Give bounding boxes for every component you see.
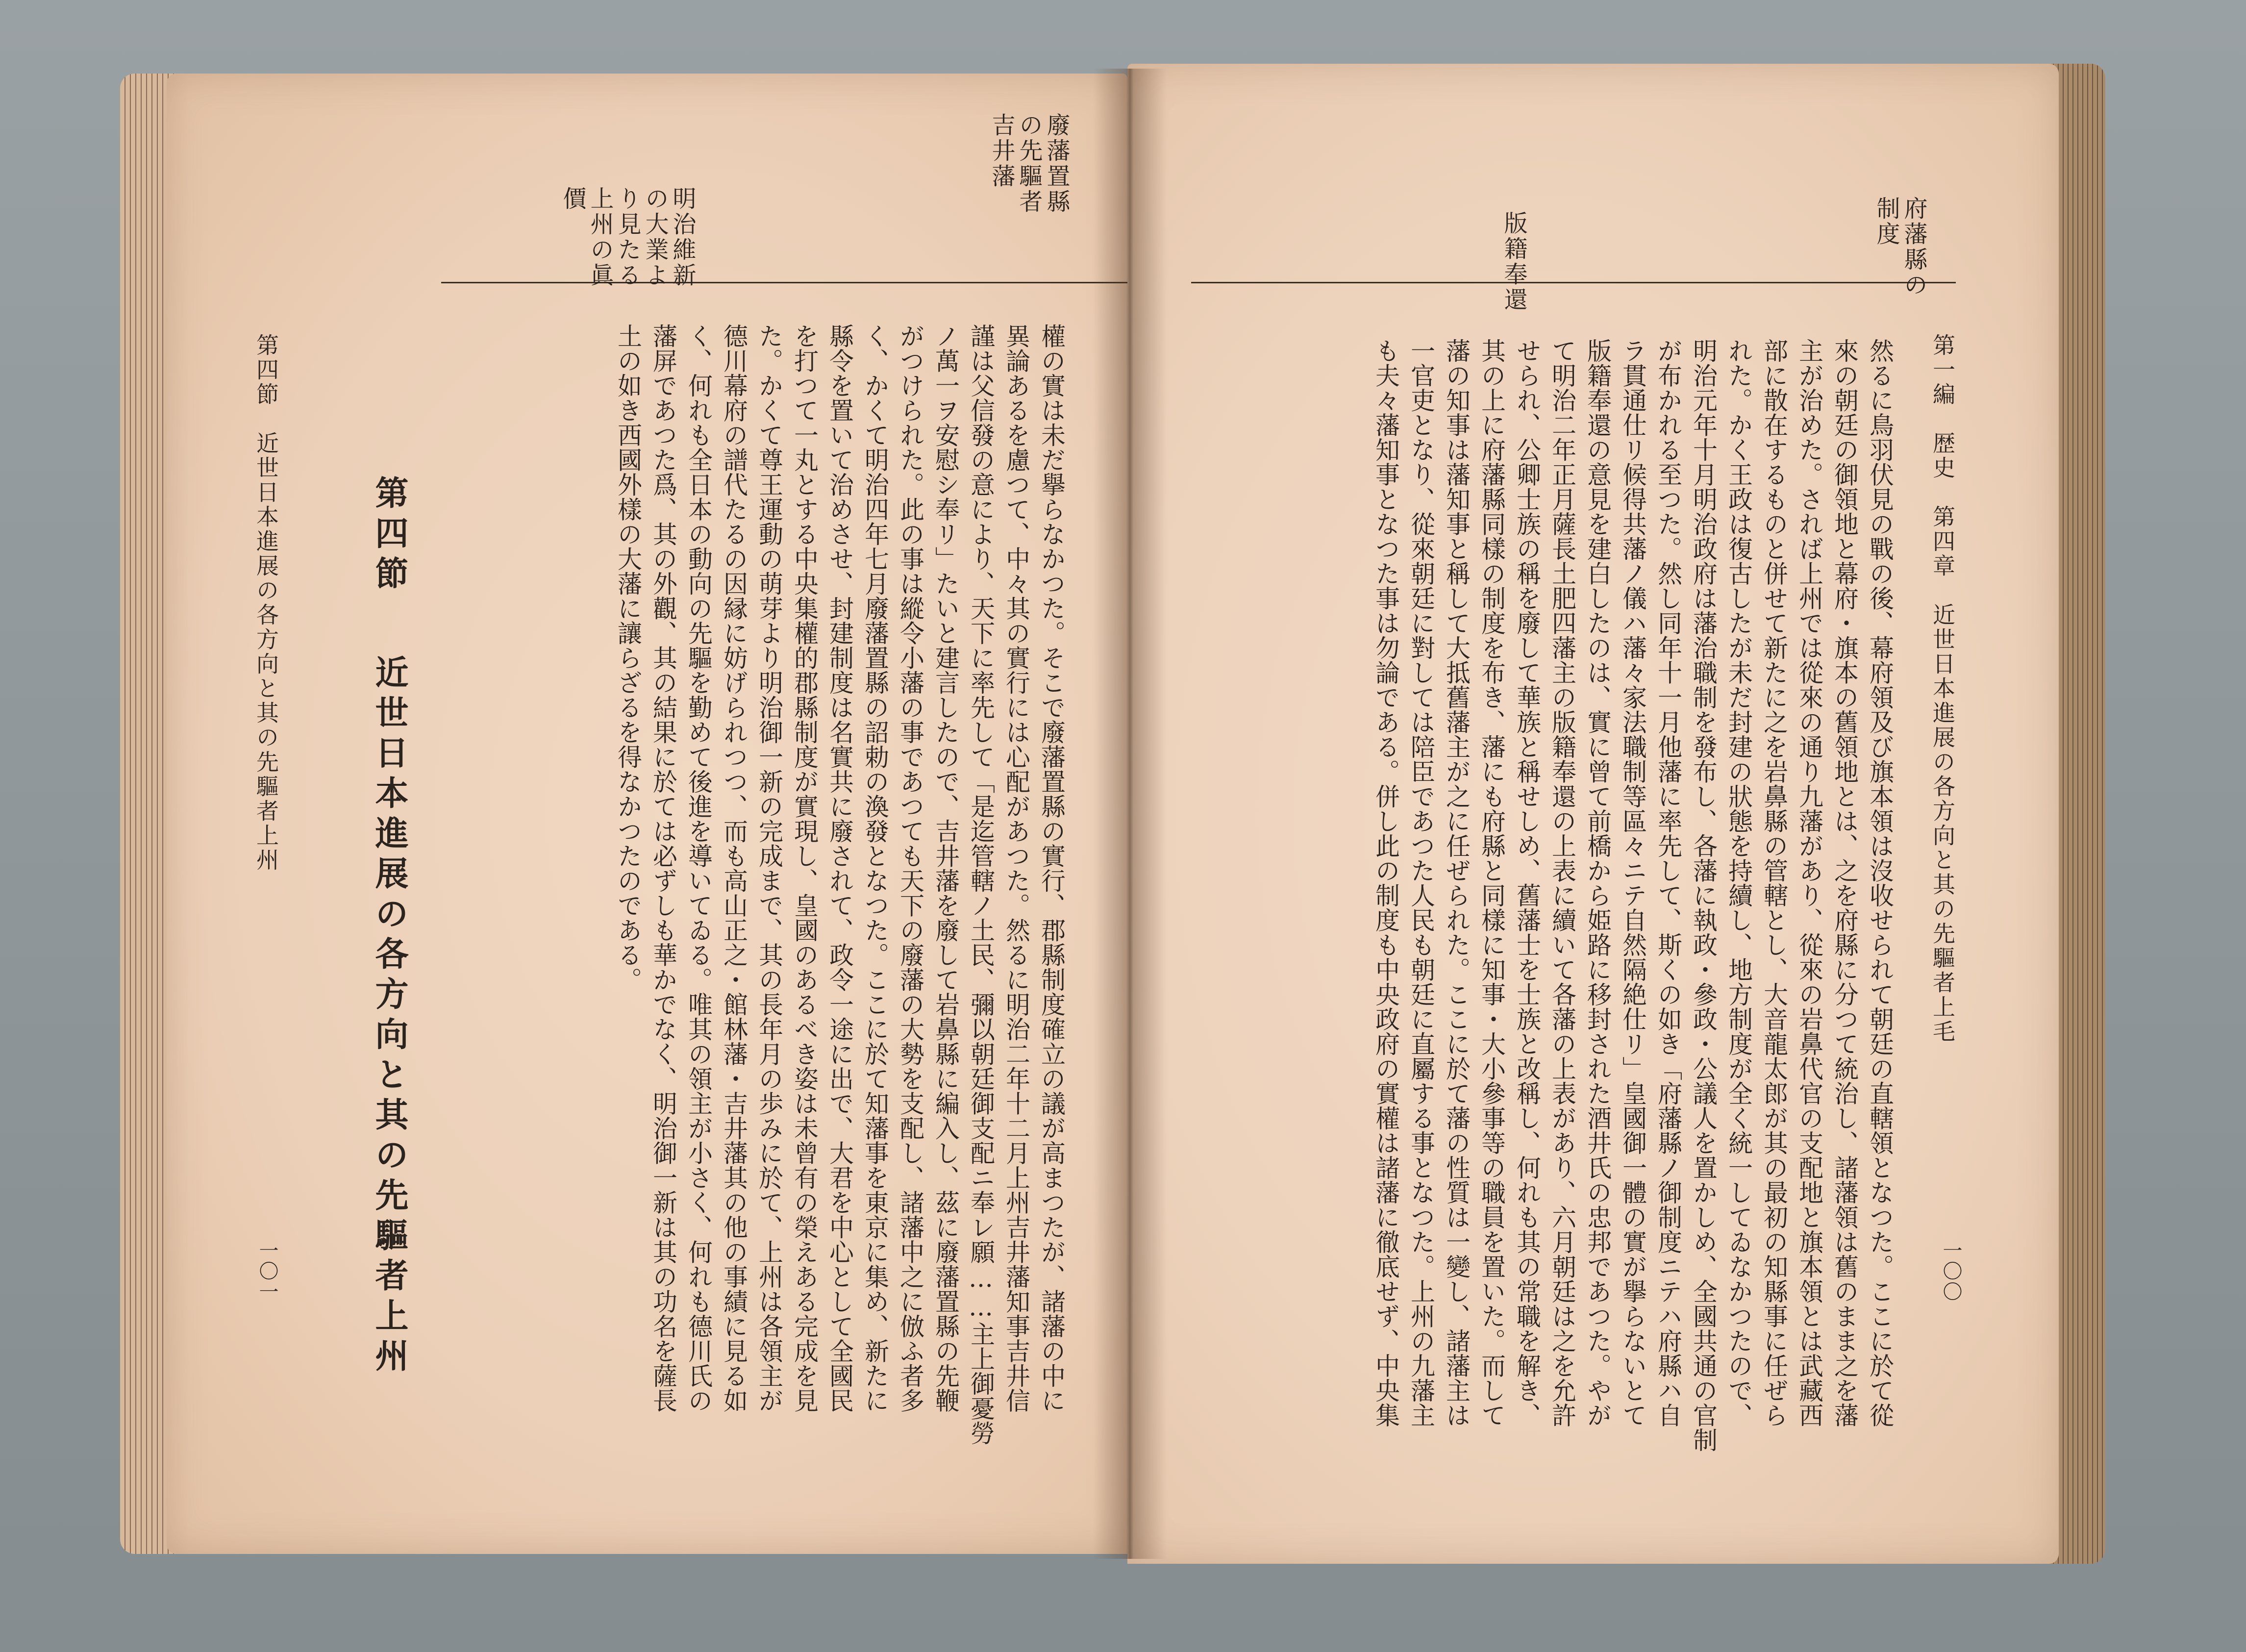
right-page-number: 一〇〇 bbox=[1940, 1240, 1962, 1302]
left-side-note-1: 廢藩置縣 の先驅者 吉井藩 bbox=[988, 113, 1070, 215]
right-col-8: ラ貫通仕リ候得共藩ノ儀ハ藩々家法職制等區々ニテ自然隔絶仕リ」皇國御一體の實が擧らないとて bbox=[1619, 338, 1647, 1427]
right-col-5: れた。かく王政は復古したが未だ封建の狀態を持續し、地方制度が全く統一してゐなかつたので、 bbox=[1724, 338, 1753, 1427]
left-col-8: を打つて一丸とする中央集權的郡縣制度が實現し、皇國のあるべき姿は未曾有の榮えある完成を見 bbox=[790, 324, 819, 1413]
right-col-4: 部に散在するものと併せて新たに之を岩鼻縣の管轄とし、大音龍太郎が其の最初の知縣事に任ぜら bbox=[1760, 338, 1788, 1427]
right-col-12: 其の上に府藩縣同樣の制度を布き、藩にも府縣と同樣に知事・大小參事等の職員を置いた。而して bbox=[1477, 338, 1506, 1427]
right-col-11: せられ、公卿士族の稱を廢して華族と稱せしめ、舊藩士を士族と改稱し、何れも其の常職を解き、 bbox=[1513, 338, 1541, 1427]
right-col-13: 藩の知事は藩知事と稱して大抵舊藩主が之に任ぜられた。ここに於て藩の性質は一變し、諸藩主は bbox=[1442, 338, 1471, 1427]
right-col-2: 來の朝廷の御領地と幕府・旗本の舊領地とは、之を府縣に分つて統治し、諸藩領は舊のまま之を藩 bbox=[1830, 338, 1859, 1427]
right-side-note-1: 府藩縣の 制度 bbox=[1872, 196, 1927, 298]
section-heading bbox=[370, 476, 409, 1378]
right-col-9: 版籍奉還の意見を建白したのは、實に曾て前橋から姫路に移封された酒井氏の忠邦であつた。やが bbox=[1583, 338, 1612, 1427]
left-col-3: 謹は父信發の意により、天下に率先して「是迄管轄ノ土民、彌以朝廷御支配ニ奉レ願……主上御憂勞 bbox=[967, 324, 995, 1446]
left-col-6: く、かくて明治四年七月廢藩置縣の詔勅の渙發となつた。ここに於て知藩事を東京に集め、新たに bbox=[861, 324, 889, 1413]
section-number: 第四節 bbox=[370, 476, 409, 596]
left-side-note-2: 明治維新 の大業よ り見たる 上州の眞 價 bbox=[559, 186, 696, 288]
right-running-head: 第一編 歴史 第四章 近世日本進展の各方向と其の先驅者上毛 bbox=[1929, 333, 1956, 1044]
right-col-1: 然るに鳥羽伏見の戰の後、幕府領及び旗本領は沒收せられて朝廷の直轄領となつた。ここに於て從 bbox=[1866, 338, 1894, 1427]
right-col-6: 明治元年十月明治政府は藩治職制を發布し、各藩に執政・參政・公議人を置かしめ、全國共通の官制 bbox=[1689, 338, 1718, 1452]
left-col-13: 土の如き西國外樣の大藩に讓らざるを得なかつたのである。 bbox=[614, 324, 642, 992]
left-col-5: がつけられた。此の事は縱令小藩の事であつても天下の廢藩の大勢を支配し、諸藩中之に倣ふ者多 bbox=[896, 324, 924, 1413]
right-col-15: も夫々藩知事となつた事は勿論である。併し此の制度も中央政府の實權は諸藩に徹底せず、中央集 bbox=[1372, 338, 1400, 1427]
left-page bbox=[167, 74, 1127, 1554]
left-col-12: 藩屏であつた爲、其の外觀、其の結果に於ては必ずしも華かでなく、明治御一新は其の功名を薩長 bbox=[649, 324, 677, 1413]
left-col-10: 德川幕府の譜代たるの因縁に妨げられつつ、而も高山正之・館林藩・吉井藩其の他の事績に見る如 bbox=[720, 324, 748, 1413]
left-col-11: く、何れも全日本の動向の先驅を勤めて後進を導いてゐる。唯其の領主が小さく、何れも德川氏の bbox=[684, 324, 713, 1413]
left-col-9: た。かくて尊王運動の萌芽より明治御一新の完成まで、其の長年月の歩みに於て、上州は各領主が bbox=[755, 324, 783, 1413]
right-header-rule bbox=[1191, 282, 1956, 283]
right-col-14: 一官吏となり、從來朝廷に對しては陪臣であつた人民も朝廷に直屬する事となつた。上州の九藩主 bbox=[1407, 338, 1435, 1427]
right-side-note-2: 版籍奉還 bbox=[1500, 211, 1527, 313]
right-col-7: が布かれる至つた。然し同年十一月他藩に率先して、斯くの如き「府藩縣ノ御制度ニテハ府縣ハ自 bbox=[1654, 338, 1682, 1427]
left-col-7: 縣令を置いて治めさせ、封建制度は名實共に廢されて、政令一途に出で、大君を中心として全國民 bbox=[825, 324, 854, 1413]
left-running-head: 第四節 近世日本進展の各方向と其の先驅者上州 bbox=[253, 333, 279, 873]
left-col-4: ノ萬一ヲ安慰シ奉リ」たいと建言したので、吉井藩を廢して岩鼻縣に編入し、茲に廢藩置縣の先鞭 bbox=[931, 324, 960, 1413]
right-col-3: 主が治めた。されば上州では從來の通り九藩があり、從來の岩鼻代官の支配地と旗本領とは武藏西 bbox=[1795, 338, 1823, 1427]
section-title: 近世日本進展の各方向と其の先驅者上州 bbox=[370, 655, 409, 1378]
left-col-2: 異論あるを慮つて、中々其の實行には心配があつた。然るに明治二年十二月上州吉井藩知事吉井信 bbox=[1002, 324, 1030, 1413]
book-gutter bbox=[1093, 69, 1167, 1559]
right-col-10: て明治二年正月薩長土肥四藩主の版籍奉還の上表に續いて各藩の上表があり、六月朝廷は之を允許 bbox=[1548, 338, 1576, 1427]
left-page-number: 一〇一 bbox=[256, 1240, 278, 1302]
right-page bbox=[1127, 64, 2059, 1564]
left-col-1: 權の實は未だ擧らなかつた。そこで廢藩置縣の實行、郡縣制度確立の議が高まつたが、諸藩の中に bbox=[1037, 324, 1066, 1413]
